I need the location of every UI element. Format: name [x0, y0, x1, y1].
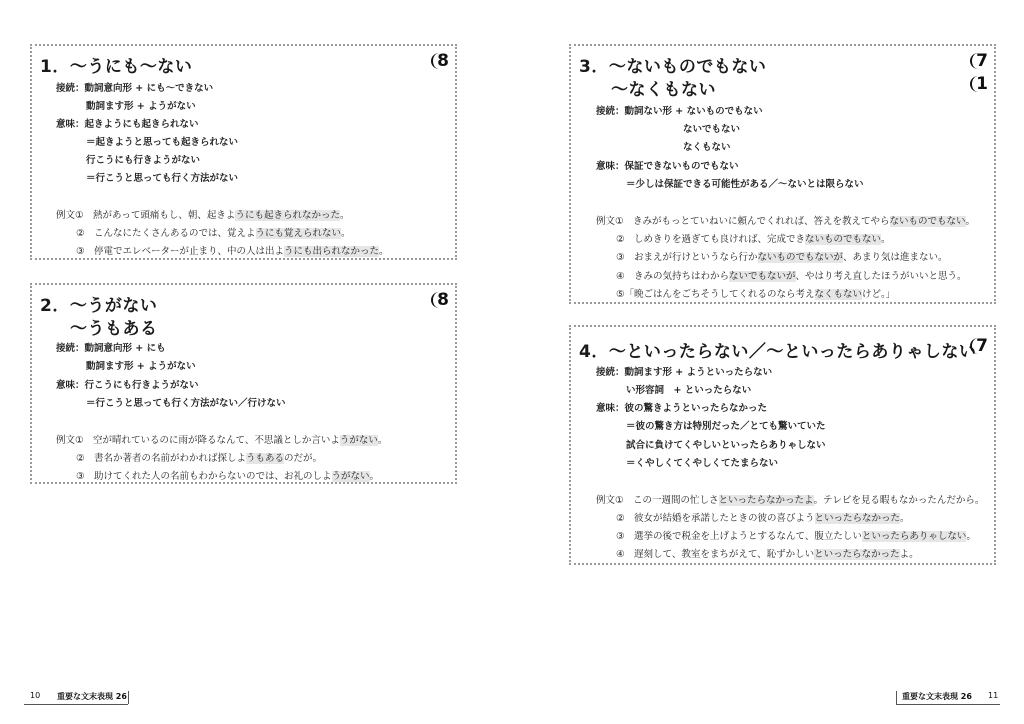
section-4-example: 例文① この一週間の忙しさといったらなかったよ。テレビを見る暇もなかったんだから。: [596, 495, 985, 506]
section-2-example: ③ 助けてくれた人の名前もわからないのでは、お礼のしようがない。: [76, 471, 380, 482]
section-4-line: 意味：彼の驚きようといったらなかった: [596, 403, 768, 414]
section-1-title: 1．～うにも～ない: [40, 57, 193, 77]
section-4-example: ② 彼女が結婚を承諾したときの彼の喜びようといったらなかった。: [616, 513, 910, 524]
section-3-line: なくもない: [683, 142, 731, 153]
section-2-example: 例文① 空が晴れているのに雨が降るなんて、不思議としか言いようがない。: [56, 435, 388, 446]
section-3-line: ないでもない: [683, 124, 741, 135]
section-2-line: 接続：動詞意向形 + にも: [56, 343, 166, 354]
section-1-example: 例文① 熱があって頭痛もし、朝、起きようにも起きられなかった。: [56, 210, 350, 221]
section-1-example: ② こんなにたくさんあるのでは、覚えようにも覚えられない。: [76, 228, 351, 239]
section-1-line: 接続：動詞意向形 + にも～できない: [56, 83, 214, 94]
section-3-example: ② しめきりを過ぎても良ければ、完成できないものでもない。: [616, 234, 891, 245]
section-1-line: 意味：起きようにも起きられない: [56, 119, 199, 130]
section-2-title: 2．～うがない: [40, 296, 158, 316]
section-3-box: [569, 44, 996, 304]
section-3-title: 3．～ないものでもない: [579, 57, 767, 77]
section-4-example: ④ 遅刻して、教室をまちがえて、恥ずかしいといったらなかったよ。: [616, 549, 919, 560]
section-3-example: ③ おまえが行けというなら行かないものでもないが、あまり気は進まない。: [616, 252, 948, 263]
section-2-title-2: ～うもある: [70, 319, 158, 339]
section-1-line: ＝起きようと思っても起きられない: [86, 137, 239, 148]
right-footer-divider: [896, 691, 897, 704]
section-4-box: [569, 325, 996, 565]
section-4-line: ＝くやしくてくやしくてたまらない: [626, 458, 779, 469]
left-footer-divider: [128, 691, 129, 704]
right-page-number: 11: [988, 691, 999, 700]
section-1-badge: 8: [434, 50, 452, 72]
section-2-line: 意味：行こうにも行きようがない: [56, 380, 199, 391]
section-3-title-2: ～なくもない: [611, 80, 716, 100]
right-footer-title: 重要な文末表現 26: [902, 692, 972, 701]
section-4-example: ③ 選挙の後で税金を上げようとするなんて、腹立たしいといったらありゃしない。: [616, 531, 976, 542]
section-4-line: 試合に負けてくやしいといったらありゃしない: [626, 440, 826, 451]
left-footer-rule: [24, 704, 128, 705]
section-2-box: [30, 283, 457, 484]
section-3-example: ④ きみの気持ちはわからないでもないが、やはり考え直したほうがいいと思う。: [616, 271, 967, 282]
section-3-line: 接続：動詞ない形 + ないものでもない: [596, 106, 763, 117]
section-2-line: 動詞ます形 + ようがない: [86, 361, 196, 372]
section-3-badge-2: 1: [973, 73, 991, 95]
section-3-example: ⑤「晩ごはんをごちそうしてくれるのなら考えなくもないけど。」: [616, 289, 896, 300]
section-4-line: ＝彼の驚き方は特別だった／とても驚いていた: [626, 421, 826, 432]
section-2-badge: 8: [434, 289, 452, 311]
left-page-number: 10: [30, 691, 41, 700]
right-footer-rule: [896, 704, 1000, 705]
section-1-line: 動詞ます形 + ようがない: [86, 101, 196, 112]
left-footer-title: 重要な文末表現 26: [57, 692, 127, 701]
section-3-badge: 7: [973, 50, 991, 72]
section-4-line: 接続：動詞ます形 + ようといったらない: [596, 367, 773, 378]
section-1-line: 行こうにも行きようがない: [86, 155, 201, 166]
section-1-example: ③ 停電でエレベーターが止まり、中の人は出ようにも出られなかった。: [76, 246, 389, 257]
section-4-line: い形容詞 + といったらない: [626, 385, 752, 396]
section-3-line: 意味：保証できないものでもない: [596, 161, 739, 172]
section-4-badge: 7: [973, 335, 991, 357]
section-1-box: [30, 44, 457, 260]
section-2-line: ＝行こうと思っても行く方法がない／行けない: [86, 398, 286, 409]
section-1-line: ＝行こうと思っても行く方法がない: [86, 173, 239, 184]
section-4-title: 4．～といったらない／～といったらありゃしない: [579, 342, 977, 362]
section-3-example: 例文① きみがもっとていねいに頼んでくれれば、答えを教えてやらないものでもない。: [596, 216, 976, 227]
section-3-line: ＝少しは保証できる可能性がある／～ないとは限らない: [626, 179, 864, 190]
section-2-example: ② 書名か著者の名前がわかれば探しようもあるのだが。: [76, 453, 323, 464]
